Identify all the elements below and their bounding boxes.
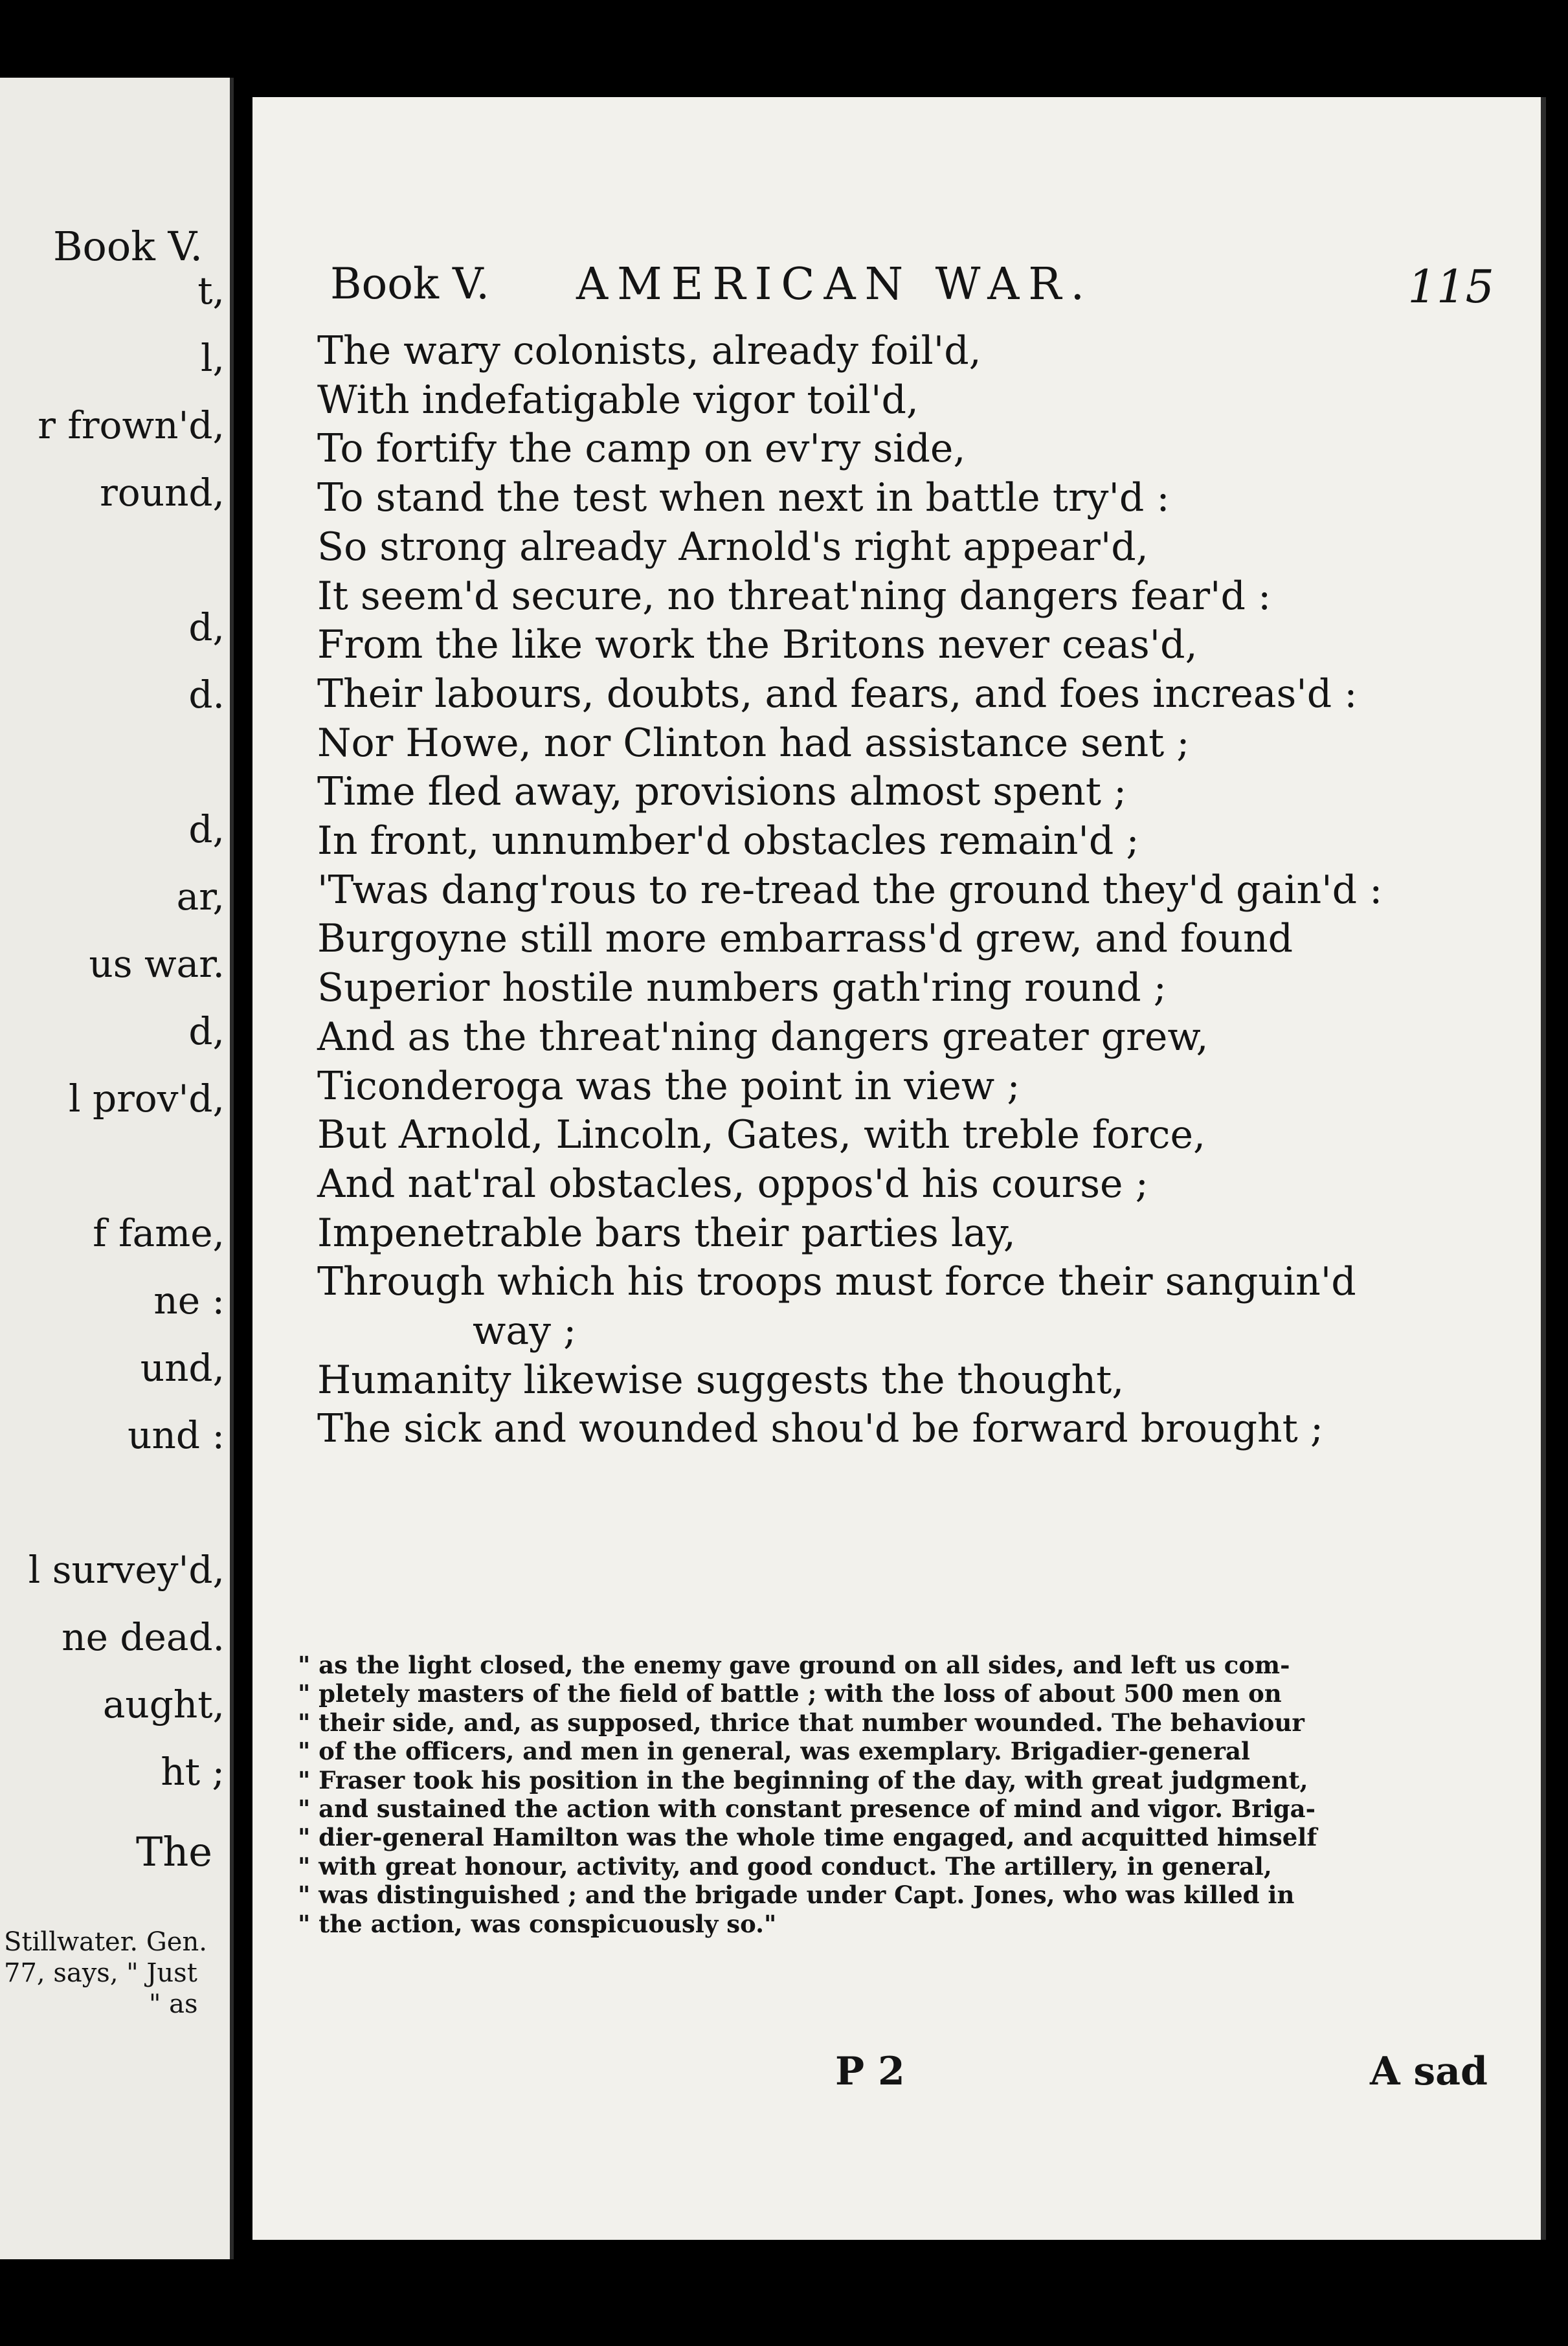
previous-page-line-ending: ne : — [153, 1279, 225, 1323]
previous-page-line-ending: ar, — [176, 875, 225, 919]
previous-page-line-ending: d, — [188, 605, 225, 649]
footnote-line: " and sustained the action with constant presence of mind and vigor. Briga- — [298, 1794, 1316, 1824]
verse-line: Time fled away, provisions almost spent ; — [317, 769, 1127, 815]
previous-page-line-ending: d, — [188, 807, 225, 851]
previous-page-line-ending: l, — [201, 336, 225, 380]
verse-line: Through which his troops must force their sanguin'd — [317, 1259, 1356, 1305]
verse-line: From the like work the Britons never ceas'd, — [317, 622, 1198, 668]
previous-page-running-head: Book V. — [53, 223, 203, 270]
verse-line: To stand the test when next in battle try'd : — [317, 475, 1170, 521]
verse-line: So strong already Arnold's right appear'd, — [317, 524, 1148, 570]
verse-line: Humanity likewise suggests the thought, — [317, 1357, 1125, 1403]
poem-body — [317, 327, 1483, 1454]
page-footer — [298, 2049, 1488, 2094]
verse-line: To fortify the camp on ev'ry side, — [317, 426, 966, 472]
previous-page-footnote-fragment: Stillwater. Gen. — [4, 1927, 207, 1957]
verse-line: With indefatigable vigor toil'd, — [317, 377, 919, 423]
previous-page-line-ending: l prov'd, — [68, 1077, 225, 1121]
previous-page-line-ending: round, — [100, 471, 225, 515]
footnote-line: " Fraser took his position in the beginning of the day, with great judgment, — [298, 1765, 1308, 1794]
verse-line: The sick and wounded shou'd be forward brought ; — [317, 1406, 1324, 1452]
previous-page-line-ending: ht ; — [161, 1750, 225, 1794]
verse-line: And as the threat'ning dangers greater grew, — [317, 1014, 1209, 1060]
verse-line: Burgoyne still more embarrass'd grew, and found — [317, 916, 1294, 962]
previous-page-line-ending: ne dead. — [62, 1615, 225, 1659]
footnote-line: " pletely masters of the field of battle ; with the loss of about 500 men on — [298, 1679, 1282, 1708]
verse-line: 'Twas dang'rous to re-tread the ground they'd gain'd : — [317, 867, 1383, 913]
footnote-line: " with great honour, activity, and good conduct. The artillery, in general, — [298, 1851, 1272, 1881]
footnote-line: " their side, and, as supposed, thrice that number wounded. The behaviour — [298, 1708, 1305, 1737]
previous-page-strip — [0, 78, 234, 2259]
verse-line: Superior hostile numbers gath'ring round ; — [317, 965, 1167, 1011]
previous-page-line-ending: d. — [188, 673, 225, 717]
verse-line: But Arnold, Lincoln, Gates, with treble force, — [317, 1112, 1206, 1158]
previous-page-line-ending: r frown'd, — [38, 403, 225, 447]
previous-page-line-ending: und, — [140, 1346, 225, 1390]
previous-page-footnote-fragment: " as — [149, 1989, 198, 2019]
running-title: AMERICAN WAR. — [576, 259, 1094, 310]
footnote-line: " the action, was conspicuously so." — [298, 1909, 777, 1938]
footnote-line: " was distinguished ; and the brigade under Capt. Jones, who was killed in — [298, 1881, 1295, 1910]
verse-line: Their labours, doubts, and fears, and foes increas'd : — [317, 671, 1358, 717]
footnote-line: " as the light closed, the enemy gave ground on all sides, and left us com- — [298, 1651, 1290, 1679]
previous-page-catchword: The — [136, 1828, 212, 1875]
previous-page-line-ending: t, — [197, 269, 225, 313]
previous-page-line-ending: us war. — [89, 942, 225, 986]
previous-page-footnote-fragment: 77, says, " Just — [4, 1958, 197, 1988]
footnote-line: " of the officers, and men in general, was exemplary. Brigadier-general — [298, 1737, 1250, 1766]
page-number: 115 — [1407, 260, 1494, 313]
verse-line: In front, unnumber'd obstacles remain'd ; — [317, 818, 1139, 864]
verse-line: The wary colonists, already foil'd, — [317, 328, 981, 374]
verse-line: Ticonderoga was the point in view ; — [317, 1063, 1020, 1109]
verse-line: And nat'ral obstacles, oppos'd his course ; — [317, 1161, 1148, 1207]
running-head — [330, 259, 1494, 317]
verse-line: Nor Howe, nor Clinton had assistance sent ; — [317, 720, 1190, 766]
previous-page-line-ending: d, — [188, 1009, 225, 1053]
book-page — [252, 97, 1546, 2240]
verse-line: It seem'd secure, no threat'ning dangers fear'd : — [317, 573, 1271, 619]
book-label: Book V. — [330, 259, 490, 309]
footnote-block — [298, 1651, 1489, 1938]
catchword: A sad — [1369, 2049, 1488, 2094]
previous-page-line-ending: aught, — [102, 1682, 225, 1726]
footnote-line: " dier-general Hamilton was the whole time engaged, and acquitted himself — [298, 1823, 1317, 1852]
previous-page-line-ending: f fame, — [93, 1211, 225, 1255]
verse-line: way ; — [473, 1308, 577, 1354]
previous-page-line-ending: l survey'd, — [28, 1548, 225, 1592]
signature-mark: P 2 — [835, 2049, 905, 2094]
previous-page-line-ending: und : — [128, 1413, 225, 1457]
verse-line: Impenetrable bars their parties lay, — [317, 1210, 1016, 1256]
